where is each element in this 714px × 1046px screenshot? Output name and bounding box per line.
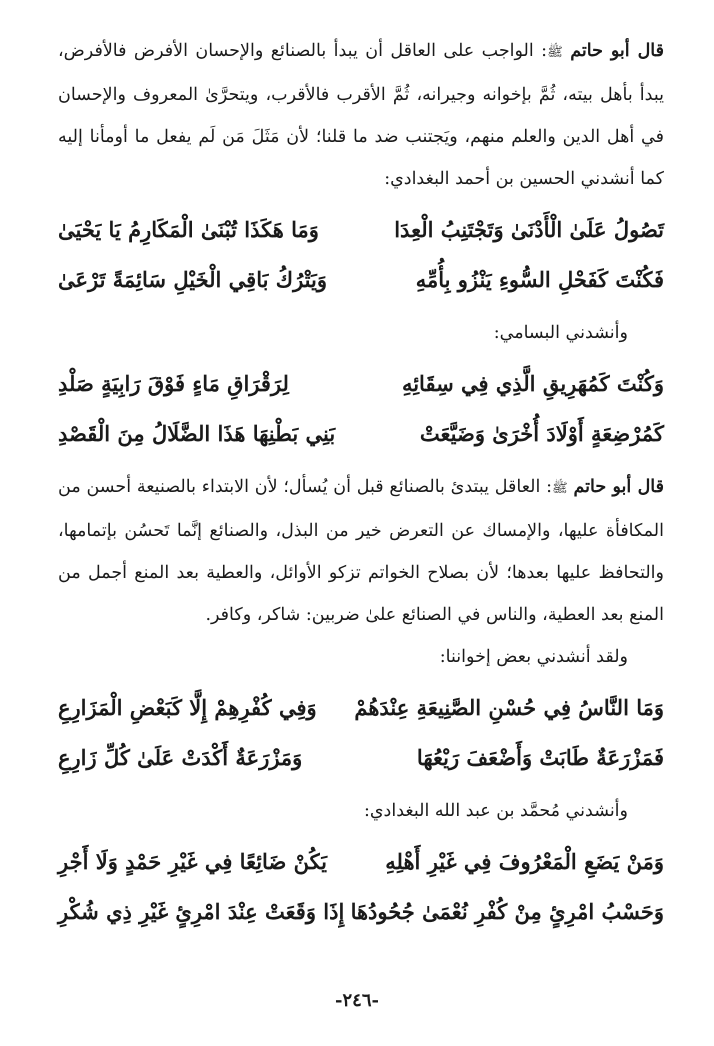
hemistich-first: وَكُنْتَ كَمُهَرِيقِ الَّذِي فِي سِقَائِهِ [401, 370, 664, 396]
hemistich-second: وَمَزْرَعَةٌ أَكْدَتْ عَلَىٰ كُلِّ زَارِعِ [58, 744, 303, 770]
hemistich-first: وَمَنْ يَضَعِ الْمَعْرُوفَ فِي غَيْرِ أَهْلِهِ [385, 848, 664, 874]
paragraph-1 [58, 30, 664, 200]
poem-4 [58, 836, 664, 936]
page-number: -٢٤٦- [335, 990, 379, 1011]
hemistich-first: وَمَا النَّاسُ فِي حُسْنِ الصَّنِيعَةِ عِنْدَهُمْ [354, 694, 664, 720]
verse [58, 254, 664, 304]
poem-intro: وأنشدني البسامي: [493, 323, 628, 343]
speaker-name: قال أبو حاتم [570, 41, 664, 61]
hemistich-first: وَحَسْبُ امْرِئٍ مِنْ كُفْرِ نُعْمَىٰ جُحُودُهَا [350, 898, 664, 924]
poem-2 [58, 358, 664, 458]
poem-1 [58, 204, 664, 304]
speaker-name: قال أبو حاتم [573, 477, 664, 497]
verse [58, 836, 664, 886]
page-body [58, 30, 664, 944]
hemistich-first: فَمَزْرَعَةٌ طَابَتْ وَأَضْعَفَ رَيْعُهَا [416, 744, 664, 770]
verse [58, 358, 664, 408]
paragraph-2 [58, 466, 664, 636]
hemistich-second: إِذَا وَقَعَتْ عِنْدَ امْرِئٍ غَيْرِ ذِي شُكْرِ [58, 898, 345, 924]
hemistich-first: فَكُنْتَ كَفَحْلِ السُّوءِ يَنْزُو بِأُمِّهِ [415, 266, 664, 292]
verse [58, 408, 664, 458]
hemistich-second: لِرَقْرَاقِ مَاءٍ فَوْقَ رَابِيَةٍ صَلْدِ [58, 370, 289, 396]
hemistich-second: وَيَتْرُكُ بَاقِي الْخَيْلِ سَائِمَةً تَرْعَىٰ [58, 266, 327, 292]
verse [58, 886, 664, 936]
paragraph-text: : الواجب على العاقل أن يبدأ بالصنائع والإحسان الأفرض فالأفرض، يبدأ بأهل بيته، ثُمَّ بإخوانه وجيرانه، ثُمَّ الأقرب فالأقرب، ويتحرَّىٰ المعروف والإحسان في أهل الدين والعلم منهم، ويَجتنب ضد ما قلنا؛ لأن مَثَلَ مَن لَم يفعل ما أومأنا إليه كما أنشدني الحسين بن أحمد البغدادي: [58, 41, 664, 189]
hemistich-second: يَكُنْ ضَائِعًا فِي غَيْرِ حَمْدٍ وَلَا أَجْرِ [58, 848, 328, 874]
verse [58, 204, 664, 254]
hemistich-second: وَفِي كُفْرِهِمْ إِلَّا كَبَعْضِ الْمَزَارِعِ [58, 694, 317, 720]
verse [58, 682, 664, 732]
poem-intro: وأنشدني مُحمَّد بن عبد الله البغدادي: [363, 801, 628, 821]
hemistich-first: تَصُولُ عَلَىٰ الْأَدْنَىٰ وَتَجْتَنِبُ الْعِدَا [394, 216, 664, 242]
paragraph-text: : العاقل يبتدئ بالصنائع قبل أن يُسأل؛ لأن الابتداء بالصنيعة أحسن من المكافأة عليها، والإمساك عن التعرض خير من البذل، والصنائع إنَّما تَحسُن بإتمامها، والتحافظ عليها بعدها؛ لأن بصلاح الخواتم تزكو الأوائل، والعطية بعد المنع أجمل من المنع بعد العطية، والناس في الصنائع علىٰ ضربين: شاكر، وكافر. [58, 477, 664, 625]
honorific-symbol: ﷺ [547, 45, 563, 60]
hemistich-second: وَمَا هَكَذَا تُبْنَىٰ الْمَكَارِمُ يَا يَحْيَىٰ [58, 216, 319, 242]
verse [58, 732, 664, 782]
hemistich-second: بَنِي بَطْنِهَا هَذَا الضَّلَالُ مِنَ الْقَصْدِ [58, 420, 336, 446]
honorific-symbol: ﷺ [552, 481, 568, 496]
poem-intro: ولقد أنشدني بعض إخواننا: [439, 647, 628, 667]
poem-3 [58, 682, 664, 782]
hemistich-first: كَمُرْضِعَةٍ أَوْلَادَ أُخْرَىٰ وَضَيَّعَتْ [419, 420, 664, 446]
